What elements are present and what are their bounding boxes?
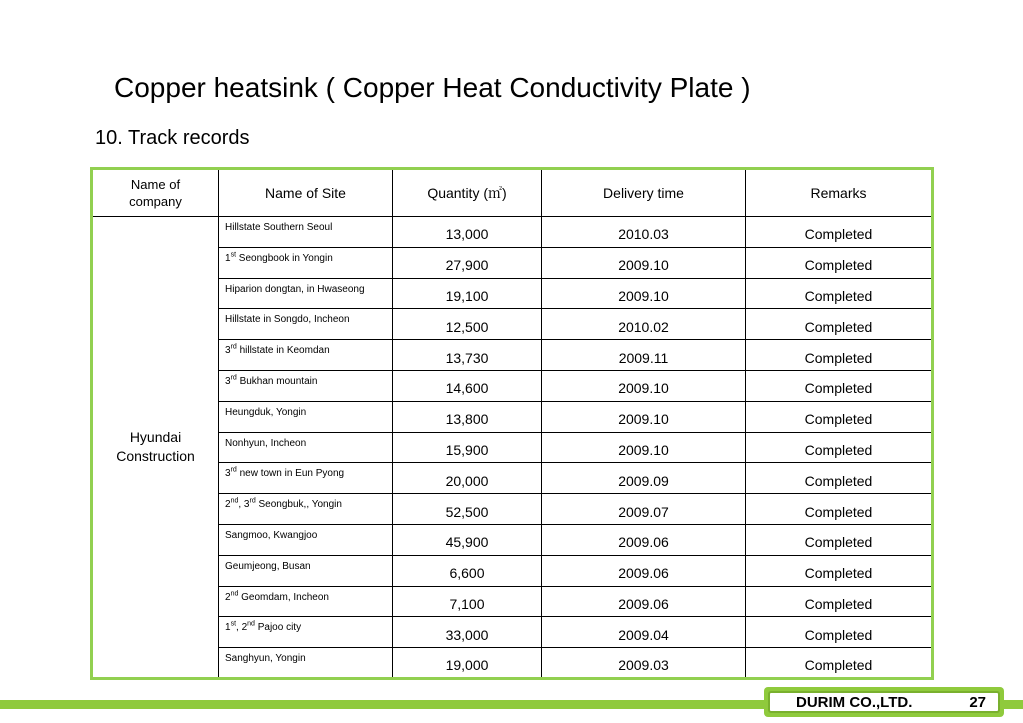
site-name-cell: Sangmoo, Kwangjoo	[219, 524, 393, 555]
site-name-cell: 1st, 2nd Pajoo city	[219, 617, 393, 648]
remarks-cell: Completed	[746, 463, 933, 494]
footer-company-name: DURIM CO.,LTD.	[796, 694, 913, 711]
site-name-cell: Hillstate in Songdo, Incheon	[219, 309, 393, 340]
delivery-time-cell: 2009.10	[542, 278, 746, 309]
remarks-cell: Completed	[746, 401, 933, 432]
delivery-time-cell: 2010.03	[542, 217, 746, 248]
delivery-time-cell: 2009.10	[542, 401, 746, 432]
table-row	[92, 340, 933, 371]
site-name-cell: 2nd Geomdam, Incheon	[219, 586, 393, 617]
company-name-line2: Construction	[116, 447, 195, 464]
quantity-cell: 15,900	[393, 432, 542, 463]
table-row	[92, 309, 933, 340]
footer-badge	[764, 687, 1004, 717]
footer-badge-inner	[768, 691, 1000, 713]
remarks-cell: Completed	[746, 432, 933, 463]
page-number: 27	[969, 694, 986, 711]
quantity-cell: 33,000	[393, 617, 542, 648]
table-row	[92, 494, 933, 525]
delivery-time-cell: 2009.06	[542, 586, 746, 617]
quantity-cell: 13,800	[393, 401, 542, 432]
section-subtitle: 10. Track records	[95, 127, 250, 149]
quantity-cell: 7,100	[393, 586, 542, 617]
quantity-cell: 13,000	[393, 217, 542, 248]
remarks-cell: Completed	[746, 278, 933, 309]
header-company	[92, 169, 219, 217]
remarks-cell: Completed	[746, 370, 933, 401]
header-row	[92, 169, 933, 217]
table-row	[92, 217, 933, 248]
table-body	[92, 217, 933, 679]
site-name-cell: Hillstate Southern Seoul	[219, 217, 393, 248]
site-name-cell: 2nd, 3rd Seongbuk,, Yongin	[219, 494, 393, 525]
remarks-cell: Completed	[746, 247, 933, 278]
delivery-time-cell: 2009.10	[542, 370, 746, 401]
remarks-cell: Completed	[746, 340, 933, 371]
company-name-line1: Hyundai	[129, 428, 182, 445]
table-row	[92, 247, 933, 278]
table-row	[92, 586, 933, 617]
quantity-cell: 19,100	[393, 278, 542, 309]
table-row	[92, 524, 933, 555]
site-name-cell: 3rd Bukhan mountain	[219, 370, 393, 401]
delivery-time-cell: 2009.10	[542, 432, 746, 463]
quantity-cell: 45,900	[393, 524, 542, 555]
table-row	[92, 463, 933, 494]
table-row	[92, 617, 933, 648]
delivery-time-cell: 2009.03	[542, 648, 746, 679]
site-name-cell: Hiparion dongtan, in Hwaseong	[219, 278, 393, 309]
quantity-cell: 27,900	[393, 247, 542, 278]
quantity-cell: 12,500	[393, 309, 542, 340]
header-company-line2: company	[129, 194, 182, 209]
table-row	[92, 401, 933, 432]
header-delivery-time: Delivery time	[542, 169, 746, 217]
remarks-cell: Completed	[746, 217, 933, 248]
table-row	[92, 370, 933, 401]
remarks-cell: Completed	[746, 309, 933, 340]
delivery-time-cell: 2009.06	[542, 524, 746, 555]
table-row	[92, 278, 933, 309]
site-name-cell: Geumjeong, Busan	[219, 555, 393, 586]
remarks-cell: Completed	[746, 617, 933, 648]
page-title: Copper heatsink ( Copper Heat Conductivity Plate )	[114, 72, 751, 103]
quantity-cell: 14,600	[393, 370, 542, 401]
remarks-cell: Completed	[746, 586, 933, 617]
site-name-cell: 1st Seongbook in Yongin	[219, 247, 393, 278]
header-company-line1: Name of	[130, 177, 181, 192]
quantity-cell: 6,600	[393, 555, 542, 586]
track-records-table	[90, 167, 934, 680]
site-name-cell: Heungduk, Yongin	[219, 401, 393, 432]
table-row	[92, 432, 933, 463]
quantity-cell: 13,730	[393, 340, 542, 371]
remarks-cell: Completed	[746, 524, 933, 555]
site-name-cell: Sanghyun, Yongin	[219, 648, 393, 679]
company-name-cell	[92, 217, 219, 679]
remarks-cell: Completed	[746, 648, 933, 679]
delivery-time-cell: 2009.04	[542, 617, 746, 648]
site-name-cell: 3rd hillstate in Keomdan	[219, 340, 393, 371]
delivery-time-cell: 2009.06	[542, 555, 746, 586]
delivery-time-cell: 2010.02	[542, 309, 746, 340]
site-name-cell: 3rd new town in Eun Pyong	[219, 463, 393, 494]
delivery-time-cell: 2009.09	[542, 463, 746, 494]
table-row	[92, 648, 933, 679]
remarks-cell: Completed	[746, 494, 933, 525]
quantity-cell: 19,000	[393, 648, 542, 679]
remarks-cell: Completed	[746, 555, 933, 586]
delivery-time-cell: 2009.10	[542, 247, 746, 278]
delivery-time-cell: 2009.11	[542, 340, 746, 371]
table-row	[92, 555, 933, 586]
header-site: Name of Site	[219, 169, 393, 217]
header-quantity: Quantity (㎡)	[393, 169, 542, 217]
quantity-cell: 20,000	[393, 463, 542, 494]
delivery-time-cell: 2009.07	[542, 494, 746, 525]
header-remarks: Remarks	[746, 169, 933, 217]
site-name-cell: Nonhyun, Incheon	[219, 432, 393, 463]
quantity-cell: 52,500	[393, 494, 542, 525]
